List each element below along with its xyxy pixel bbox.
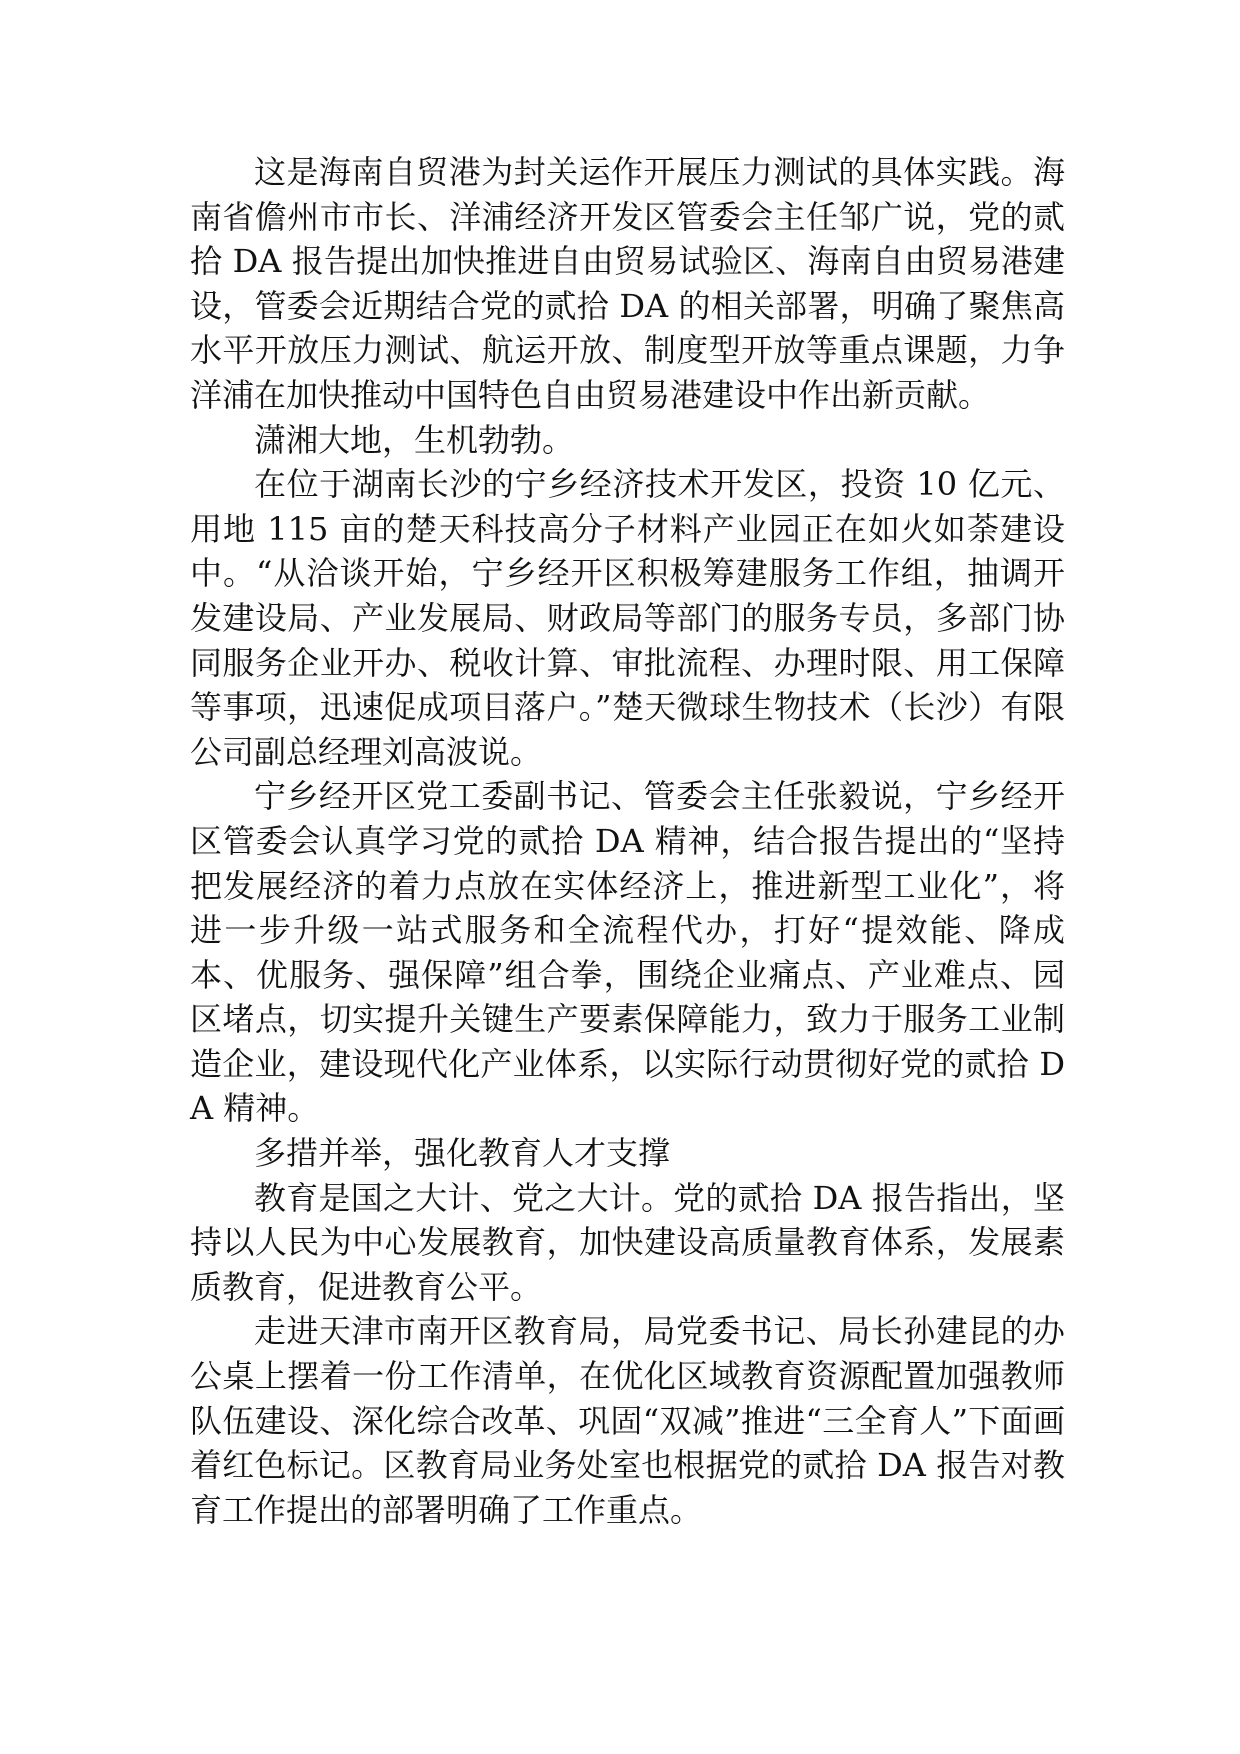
document-page xyxy=(190,150,1065,1532)
paragraph-xiaoxiang: 潇湘大地，生机勃勃。 xyxy=(254,420,575,459)
paragraph-hainan: 这是海南自贸港为封关运作开展压力测试的具体实践。海南省儋州市市长、洋浦经济开发区管委会主任邹广说，党的贰拾 DA 报告提出加快推进自由贸易试验区、海南自由贸易港建设，管委会近期结合党的贰拾 DA 的相关部署，明确了聚焦高水平开放压力测试、航运开放、制度型开放等重点课题，力争洋浦在加快推动中国特色自由贸易港建设中作出新贡献。 xyxy=(190,153,1065,414)
section-heading-education: 多措并举，强化教育人才支撑 xyxy=(254,1134,671,1173)
paragraph-tianjin-nankai: 走进天津市南开区教育局，局党委书记、局长孙建昆的办公桌上摆着一份工作清单，在优化区域教育资源配置加强教师队伍建设、深化综合改革、巩固“双减”推进“三全育人”下面画着红色标记。区教育局业务处室也根据党的贰拾 DA 报告对教育工作提出的部署明确了工作重点。 xyxy=(190,1312,1065,1529)
paragraph-ningxiang-project: 在位于湖南长沙的宁乡经济技术开发区，投资 10 亿元、用地 115 亩的楚天科技高分子材料产业园正在如火如荼建设中。“从洽谈开始，宁乡经开区积极筹建服务工作组，抽调开发建设局、产业发展局、财政局等部门的服务专员，多部门协同服务企业开办、税收计算、审批流程、办理时限、用工保障等事项，迅速促成项目落户。”楚天微球生物技术（长沙）有限公司副总经理刘高波说。 xyxy=(190,465,1065,771)
paragraph-education-intro: 教育是国之大计、党之大计。党的贰拾 DA 报告指出，坚持以人民为中心发展教育，加快建设高质量教育体系，发展素质教育，促进教育公平。 xyxy=(190,1178,1065,1306)
paragraph-ningxiang-official: 宁乡经开区党工委副书记、管委会主任张毅说，宁乡经开区管委会认真学习党的贰拾 DA 精神，结合报告提出的“坚持把发展经济的着力点放在实体经济上，推进新型工业化”，将进一步升级一站式服务和全流程代办，打好“提效能、降成本、优服务、强保障”组合拳，围绕企业痛点、产业难点、园区堵点，切实提升关键生产要素保障能力，致力于服务工业制造企业，建设现代化产业体系，以实际行动贯彻好党的贰拾 DA 精神。 xyxy=(190,777,1065,1128)
